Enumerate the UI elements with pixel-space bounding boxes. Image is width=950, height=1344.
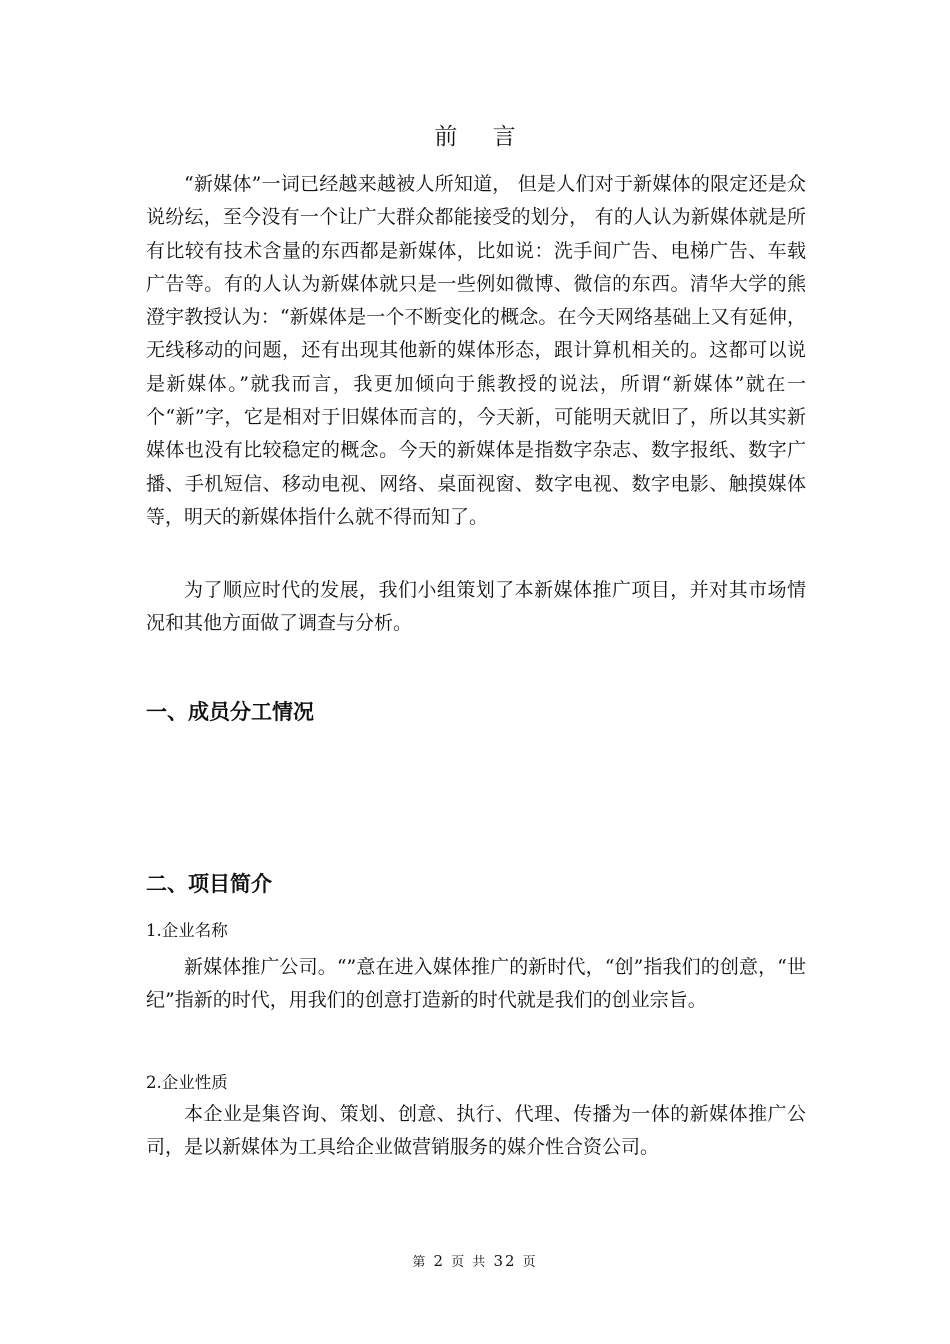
footer-page-number: 2 <box>433 1252 446 1270</box>
preface-paragraph-1: “新媒体”一词已经越来越被人所知道， 但是人们对于新媒体的限定还是众说纷纭，至今没有一个让广大群众都能接受的划分， 有的人认为新媒体就是所有比较有技术含量的东西都是新媒体，比如说：洗手间广告、电梯广告、车载广告等。有的人认为新媒体就只是一些例如微博、微信的东西。清华大学的熊澄宇教授认为：“新媒体是一个不断变化的概念。在今天网络基础上又有延伸，无线移动的问题，还有出现其他新的媒体形态，跟计算机相关的。这都可以说是新媒体。”就我而言，我更加倾向于熊教授的说法，所谓“新媒体”就在一个“新”字，它是相对于旧媒体而言的，今天新，可能明天就旧了，所以其实新媒体也没有比较稳定的概念。今天的新媒体是指数字杂志、数字报纸、数字广播、手机短信、移动电视、网络、桌面视窗、数字电视、数字电影、触摸媒体等，明天的新媒体指什么就不得而知了。 <box>146 173 806 528</box>
footer-suffix: 页 <box>522 1255 538 1270</box>
subheading-company-name: 1.企业名称 <box>146 921 228 940</box>
page-title: 前 言 <box>434 124 530 150</box>
subheading-company-nature: 2.企业性质 <box>146 1073 228 1092</box>
page-footer <box>0 1251 950 1270</box>
footer-middle: 页 共 <box>451 1255 488 1270</box>
footer-total-pages: 32 <box>493 1252 517 1270</box>
section-heading-members: 一、成员分工情况 <box>146 699 314 724</box>
company-nature-paragraph: 本企业是集咨询、策划、创意、执行、代理、传播为一体的新媒体推广公司，是以新媒体为工具给企业做营销服务的媒介性合资公司。 <box>146 1103 806 1159</box>
company-name-paragraph: 新媒体推广公司。“”意在进入媒体推广的新时代，“创”指我们的创意，“世纪”指新的时代，用我们的创意打造新的时代就是我们的创业宗旨。 <box>146 956 806 1012</box>
section-heading-project-intro: 二、项目简介 <box>146 871 272 896</box>
preface-paragraph-2: 为了顺应时代的发展，我们小组策划了本新媒体推广项目，并对其市场情况和其他方面做了调查与分析。 <box>146 579 806 635</box>
footer-prefix: 第 <box>412 1255 428 1270</box>
